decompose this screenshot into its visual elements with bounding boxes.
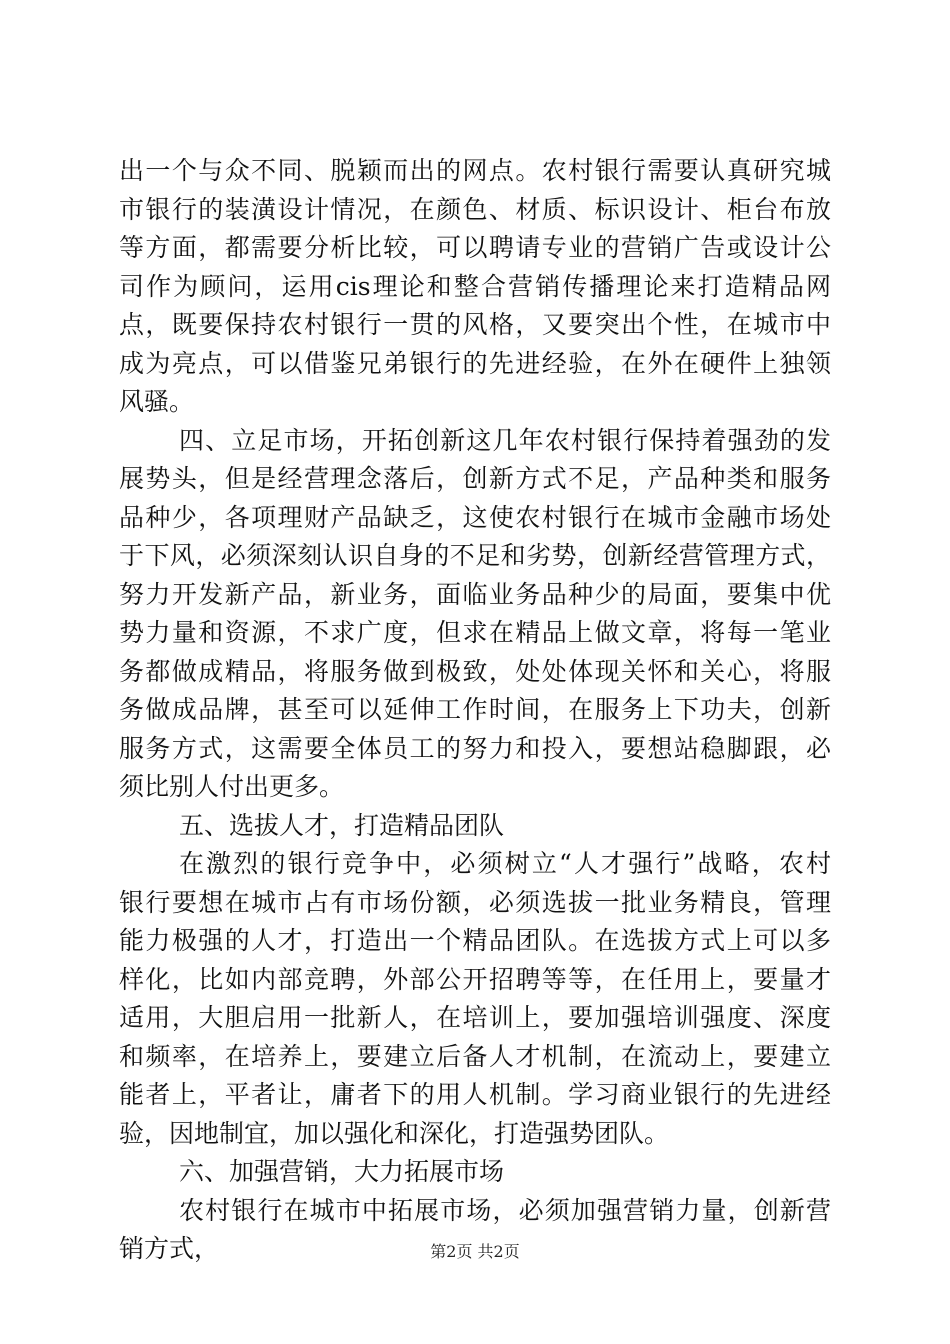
- text-line: 四、立足市场，开拓创新这几年农村银行保持着强劲的发: [179, 425, 831, 455]
- text-line: 能者上，平者让，庸者下的用人机制。学习商业银行的先进经: [119, 1080, 831, 1109]
- text-line: 务做成品牌，甚至可以延伸工作时间，在服务上下功夫，创新: [119, 695, 831, 724]
- text-line: 在激烈的银行竞争中，必须树立“人才强行”战略，农村: [179, 849, 831, 878]
- text-line: 五、选拔人才，打造精品团队: [179, 810, 505, 840]
- text-line: 验，因地制宜，加以强化和深化，打造强势团队。: [119, 1118, 670, 1148]
- text-line: 点，既要保持农村银行一贯的风格，又要突出个性，在城市中: [119, 310, 831, 339]
- text-line: 努力开发新产品，新业务，面临业务品种少的局面，要集中优: [119, 579, 831, 609]
- text-line: 农村银行在城市中拓展市场，必须加强营销力量，创新营: [179, 1195, 831, 1225]
- document-body: [119, 152, 831, 1269]
- text-line: 须比别人付出更多。: [119, 772, 345, 801]
- text-line: 司作为顾问，运用cis理论和整合营销传播理论来打造精品网: [119, 271, 831, 301]
- text-line: 市银行的装潢设计情况，在颜色、材质、标识设计、柜台布放: [119, 194, 831, 224]
- text-line: 务都做成精品，将服务做到极致，处处体现关怀和关心，将服: [119, 656, 831, 686]
- text-line: 品种少，各项理财产品缺乏，这使农村银行在城市金融市场处: [119, 502, 831, 532]
- text-line: 适用，大胆启用一批新人，在培训上，要加强培训强度、深度: [119, 1003, 831, 1032]
- text-line: 和频率，在培养上，要建立后备人才机制，在流动上，要建立: [119, 1041, 831, 1071]
- text-line: 出一个与众不同、脱颖而出的网点。农村银行需要认真研究城: [119, 156, 831, 185]
- text-line: 样化，比如内部竞聘，外部公开招聘等等，在任用上，要量才: [119, 964, 831, 994]
- page-footer: 第2页 共2页: [430, 1242, 520, 1261]
- text-line: 等方面，都需要分析比较，可以聘请专业的营销广告或设计公: [119, 233, 831, 262]
- text-line: 银行要想在城市占有市场份额，必须选拔一批业务精良，管理: [119, 887, 831, 917]
- text-line: 展势头，但是经营理念落后，创新方式不足，产品种类和服务: [119, 464, 831, 493]
- text-line: 势力量和资源，不求广度，但求在精品上做文章，将每一笔业: [119, 618, 831, 647]
- text-line: 销方式，: [119, 1234, 220, 1263]
- text-line: 于下风，必须深刻认识自身的不足和劣势，创新经营管理方式，: [119, 541, 831, 570]
- text-line: 成为亮点，可以借鉴兄弟银行的先进经验，在外在硬件上独领: [119, 348, 831, 378]
- text-line: 能力极强的人才，打造出一个精品团队。在选拔方式上可以多: [119, 926, 831, 955]
- text-line: 六、加强营销，大力拓展市场: [179, 1157, 505, 1186]
- text-line: 服务方式，这需要全体员工的努力和投入，要想站稳脚跟，必: [119, 733, 831, 763]
- text-line: 风骚。: [119, 387, 195, 416]
